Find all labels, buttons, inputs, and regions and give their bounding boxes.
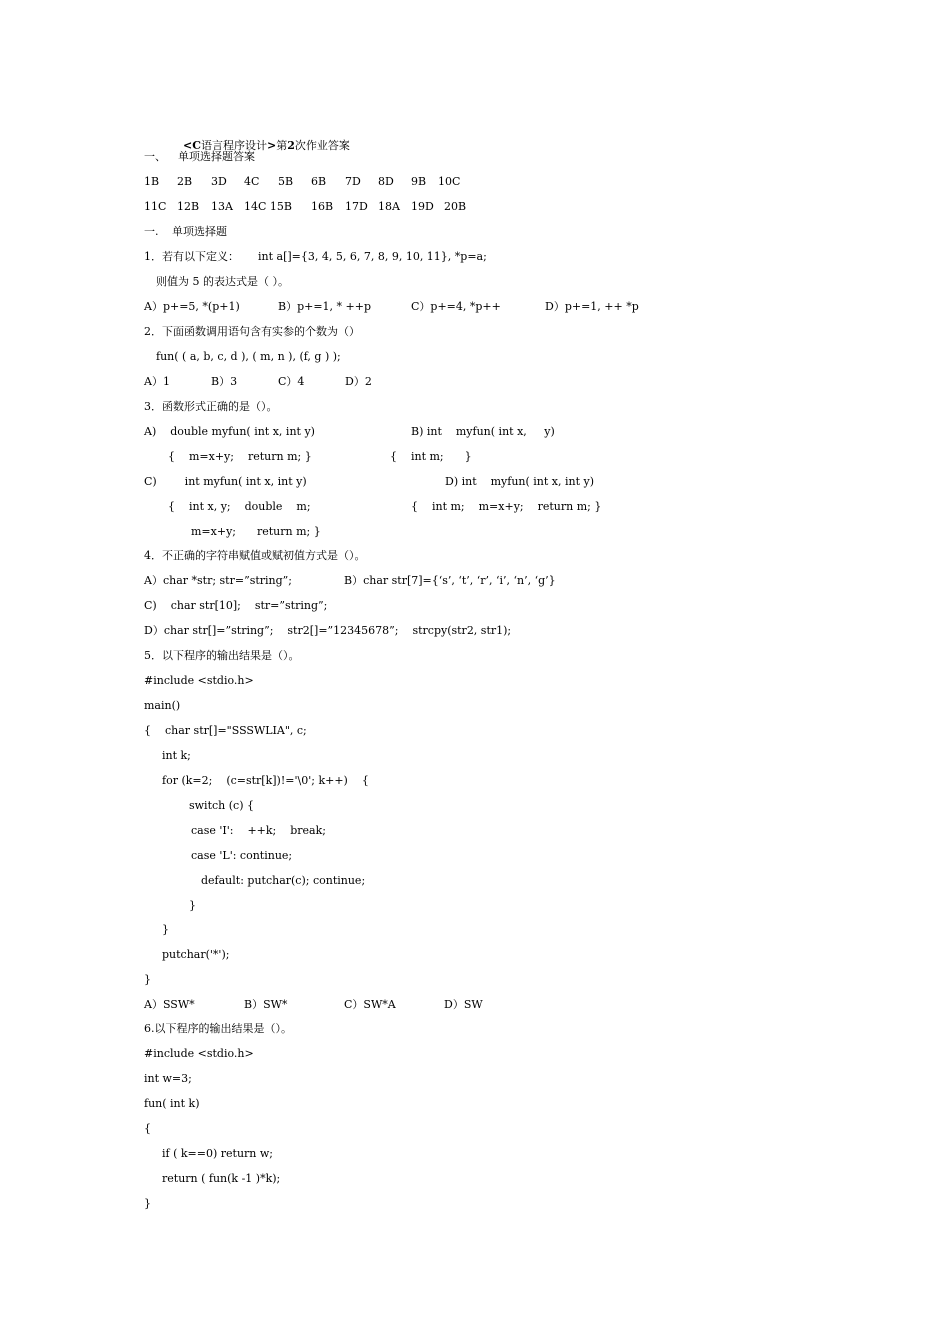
title-part-5: 2 xyxy=(287,139,295,152)
q6-code-line-4: { xyxy=(144,1122,151,1135)
q5-option-d: D）SW xyxy=(444,998,483,1011)
q5-code-line-9: default: putchar(c); continue; xyxy=(201,874,366,887)
q1-code: int a[]={3, 4, 5, 6, 7, 8, 9, 10, 11}, *p=a; xyxy=(258,250,487,263)
q6-code-line-2: int w=3; xyxy=(144,1072,192,1085)
title-part-4: 第 xyxy=(276,139,288,152)
section-1-heading: 单项选择题答案 xyxy=(178,150,255,163)
q6-code-line-6: return ( fun(k -1 )*k); xyxy=(162,1172,281,1185)
q3-option-d-line-1: D) int myfun( int x, int y) xyxy=(445,475,595,488)
q5-code-line-4: int k; xyxy=(162,749,191,762)
q2-stem: 2．下面函数调用语句含有实参的个数为（） xyxy=(144,325,360,338)
answer-11: 11C xyxy=(144,200,167,213)
title-part-2: 语言程序设计 xyxy=(200,139,267,152)
q6-code-line-5: if ( k==0) return w; xyxy=(162,1147,273,1160)
q5-code-line-13: } xyxy=(144,973,151,986)
q2-code: fun( ( a, b, c, d ), ( m, n ), (f, g ) ); xyxy=(156,350,341,363)
section-2-heading: 单项选择题 xyxy=(172,225,227,238)
q4-option-a: A）char *str; str=”string”; xyxy=(144,574,292,587)
q2-option-c: C）4 xyxy=(278,375,305,388)
q1-line-2: 则值为 5 的表达式是（ ）。 xyxy=(156,275,289,288)
q4-option-c: C) char str[10]; str=”string”; xyxy=(144,599,328,612)
q1-stem: 1．若有以下定义： xyxy=(144,250,239,263)
answer-1: 1B xyxy=(144,175,160,188)
q6-stem: 6.以下程序的输出结果是（）。 xyxy=(144,1022,292,1035)
q5-code-line-2: main() xyxy=(144,699,181,712)
answer-5: 5B xyxy=(278,175,294,188)
q5-stem: 5．以下程序的输出结果是（）。 xyxy=(144,649,300,662)
answer-14-15: 14C 15B xyxy=(244,200,292,213)
q3-option-b-line-1: B) int myfun( int x, y) xyxy=(411,425,555,438)
title-part-6: 次作业答案 xyxy=(294,139,350,152)
section-1-number: 一、 xyxy=(144,150,166,163)
q1-option-a: A）p+=5, *(p+1) xyxy=(144,300,240,313)
q4-stem: 4．不正确的字符串赋值或赋初值方式是（）。 xyxy=(144,549,366,562)
q5-code-line-10: } xyxy=(189,899,196,912)
answer-20: 20B xyxy=(444,200,467,213)
q5-code-line-8: case 'L': continue; xyxy=(191,849,293,862)
q5-option-c: C）SW*A xyxy=(344,998,396,1011)
q4-option-d: D）char str[]=”string”; str2[]=”12345678”; strcpy(str2, str1); xyxy=(144,624,512,637)
q6-code-line-3: fun( int k) xyxy=(144,1097,200,1110)
q5-code-line-11: } xyxy=(162,923,169,936)
answer-3: 3D xyxy=(211,175,227,188)
q5-code-line-7: case 'I': ++k; break; xyxy=(191,824,326,837)
q5-code-line-12: putchar('*'); xyxy=(162,948,230,961)
q2-option-b: B）3 xyxy=(211,375,238,388)
q5-code-line-3: { char str[]="SSSWLIA", c; xyxy=(144,724,307,737)
section-2-number: 一. xyxy=(144,225,159,238)
q3-stem: 3．函数形式正确的是（）。 xyxy=(144,400,278,413)
answer-2: 2B xyxy=(177,175,193,188)
q5-code-line-1: #include <stdio.h> xyxy=(144,674,254,687)
q5-option-b: B）SW* xyxy=(244,998,288,1011)
q3-option-a-line-1: A) double myfun( int x, int y) xyxy=(144,425,315,438)
q3-option-c-line-3: m=x+y; return m; } xyxy=(191,525,321,538)
q5-code-line-5: for (k=2; (c=str[k])!='\0'; k++) { xyxy=(162,774,369,787)
answer-10: 10C xyxy=(438,175,461,188)
q5-option-a: A）SSW* xyxy=(144,998,195,1011)
answer-4: 4C xyxy=(244,175,260,188)
q1-option-d: D）p+=1, ++ *p xyxy=(545,300,639,313)
page-title xyxy=(176,125,350,153)
q4-option-b: B）char str[7]={‘s’, ‘t’, ‘r’, ‘i’, ‘n’, ‘g’} xyxy=(344,574,556,587)
answer-17: 17D xyxy=(345,200,368,213)
title-part-1: <C xyxy=(183,139,201,152)
q3-option-c-line-1: C) int myfun( int x, int y) xyxy=(144,475,307,488)
q3-option-b-line-2: { int m; } xyxy=(390,450,472,463)
q5-code-line-6: switch (c) { xyxy=(189,799,254,812)
q6-code-line-1: #include <stdio.h> xyxy=(144,1047,254,1060)
answer-7: 7D xyxy=(345,175,361,188)
answer-13: 13A xyxy=(211,200,233,213)
q1-option-b: B）p+=1, * ++p xyxy=(278,300,372,313)
answer-16: 16B xyxy=(311,200,334,213)
q3-option-c-line-2: { int x, y; double m; xyxy=(168,500,311,513)
q3-option-a-line-2: { m=x+y; return m; } xyxy=(168,450,312,463)
q2-option-d: D）2 xyxy=(345,375,372,388)
q1-option-c: C）p+=4, *p++ xyxy=(411,300,501,313)
title-part-3: > xyxy=(266,139,277,152)
answer-8: 8D xyxy=(378,175,394,188)
answer-18: 18A xyxy=(378,200,400,213)
q6-code-line-7: } xyxy=(144,1197,151,1210)
answer-19: 19D xyxy=(411,200,434,213)
q2-option-a: A）1 xyxy=(144,375,170,388)
answer-9: 9B xyxy=(411,175,427,188)
answer-12: 12B xyxy=(177,200,200,213)
answer-6: 6B xyxy=(311,175,327,188)
q3-option-d-line-2: { int m; m=x+y; return m; } xyxy=(411,500,602,513)
